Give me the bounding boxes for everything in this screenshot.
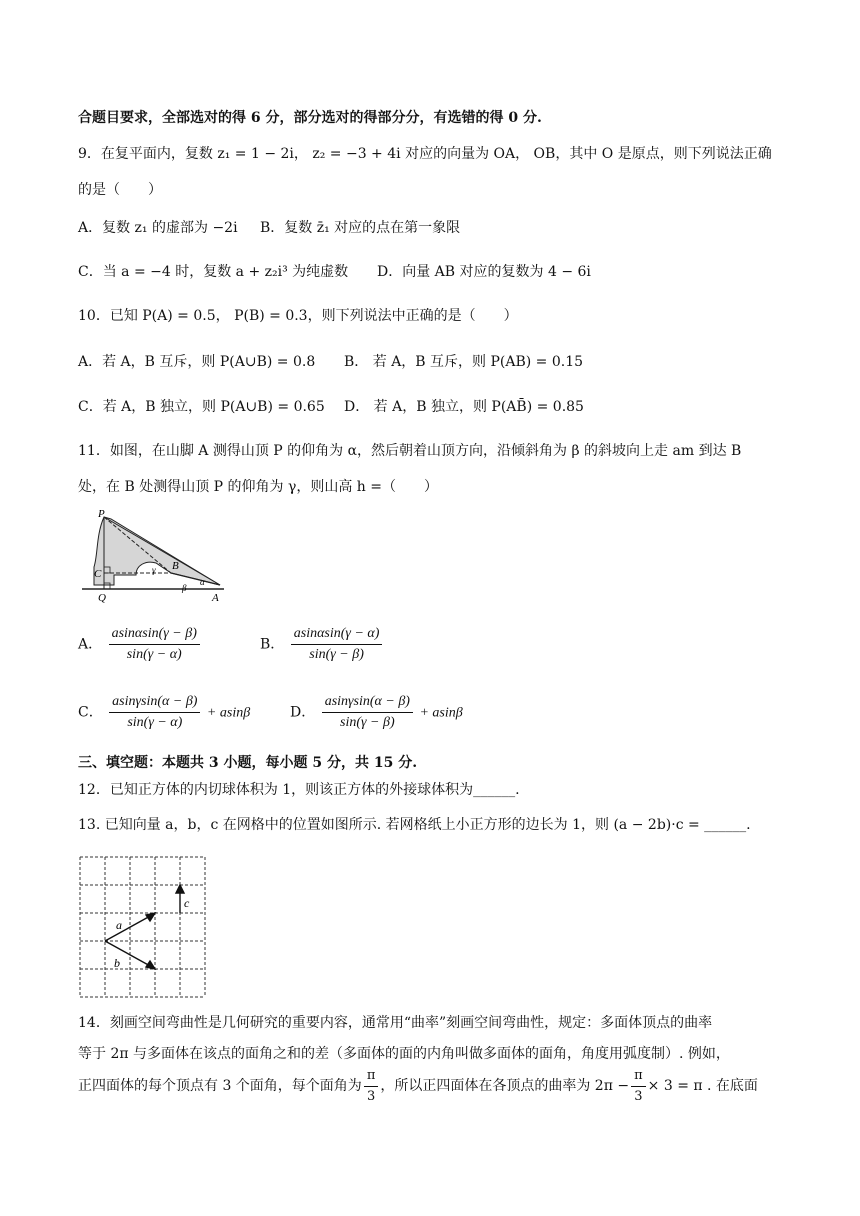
fig-label-b: B: [172, 560, 179, 572]
q11-stem-line2: 处，在 B 处测得山顶 P 的仰角为 γ，则山高 h =（ ）: [78, 479, 438, 495]
q11-option-b-num: asinαsin(γ − α): [291, 624, 383, 645]
q11-option-b-den: sin(γ − β): [309, 647, 364, 662]
q11-option-b-label: B．: [260, 636, 285, 653]
fig-label-gamma: γ: [152, 565, 156, 575]
q14-line3-part1: 正四面体的每个顶点有 3 个面角，每个面角为: [78, 1078, 362, 1094]
q14-fraction-1-num: π: [364, 1066, 379, 1087]
q14-fraction-1-den: 3: [366, 1088, 376, 1104]
q14-stem-line1: 14．刻画空间弯曲性是几何研究的重要内容，通常用“曲率”刻画空间弯曲性，规定：多面体顶点的曲率: [78, 1015, 713, 1031]
q14-line3-part2: ，所以正四面体在各顶点的曲率为 2π −: [380, 1078, 630, 1094]
q10-option-b: B． 若 A，B 互斥，则 P(AB) = 0.15: [344, 354, 584, 370]
q9-option-b: B．复数 z̄₁ 对应的点在第一象限: [260, 220, 461, 236]
q11-option-d: [290, 692, 463, 733]
q11-option-a: [78, 624, 202, 665]
q11-option-c-num: asinγsin(α − β): [109, 692, 200, 713]
section-note: 合题目要求，全部选对的得 6 分，部分选对的得部分分，有选错的得 0 分.: [78, 110, 542, 126]
q11-option-a-label: A．: [78, 636, 103, 653]
fig-label-p: P: [98, 508, 105, 520]
q11-option-a-den: sin(γ − α): [126, 647, 182, 662]
q14-fraction-1: [364, 1066, 379, 1107]
fig-label-beta: β: [182, 583, 187, 593]
fig-label-alpha: α: [200, 577, 205, 587]
q11-option-b-fraction: [291, 624, 383, 665]
q14-stem-line2: 等于 2π 与多面体在该点的面角之和的差（多面体的面的内角叫做多面体的面角，角度用弧度制）. 例如，: [78, 1046, 730, 1062]
q11-option-d-num: asinγsin(α − β): [322, 692, 413, 713]
q10-option-a: A．若 A，B 互斥，则 P(A∪B) = 0.8: [78, 354, 316, 370]
vector-a-label: a: [116, 918, 122, 932]
vector-b-label: b: [114, 956, 120, 970]
q14-fraction-2: [631, 1066, 646, 1107]
q9-option-c: C．当 a = −4 时，复数 a + z₂i³ 为纯虚数: [78, 264, 349, 280]
q11-option-c: [78, 692, 250, 733]
vector-c-label: c: [184, 896, 190, 910]
q11-option-d-fraction: [322, 692, 413, 733]
q14-stem-line3: [78, 1064, 758, 1108]
q12-stem: 12．已知正方体的内切球体积为 1，则该正方体的外接球体积为______.: [78, 782, 520, 798]
q9-stem-line2: 的是（ ）: [78, 182, 162, 198]
mountain-figure: [76, 505, 228, 605]
q9-stem-line1: 9．在复平面内，复数 z₁ = 1 − 2i， z₂ = −3 + 4i 对应的向量为 OA， OB，其中 O 是原点，则下列说法正确: [78, 146, 772, 162]
q10-option-c: C．若 A，B 独立，则 P(A∪B) = 0.65: [78, 399, 325, 415]
q9-option-a: A．复数 z₁ 的虚部为 −2i: [78, 220, 238, 236]
q11-option-a-fraction: [109, 624, 200, 665]
q13-stem: 13. 已知向量 a，b，c 在网格中的位置如图所示. 若网格纸上小正方形的边长为 1，则 (a − 2b)·c = ______.: [78, 817, 751, 833]
fig-label-q: Q: [98, 592, 106, 604]
q11-option-b: [260, 624, 384, 665]
q10-option-d: D． 若 A，B 独立，则 P(AB̄) = 0.85: [344, 399, 584, 415]
section-3-heading: 三、填空题：本题共 3 小题，每小题 5 分，共 15 分.: [78, 755, 418, 771]
q11-option-c-den: sin(γ − α): [127, 715, 183, 730]
vector-grid-figure: [78, 855, 208, 1000]
q11-option-c-label: C．: [78, 704, 103, 721]
q11-option-c-tail: + asinβ: [206, 705, 251, 721]
q11-option-d-tail: + asinβ: [419, 705, 463, 721]
q11-option-a-num: asinαsin(γ − β): [109, 624, 200, 645]
q11-option-d-den: sin(γ − β): [340, 715, 395, 730]
q11-stem-line1: 11．如图，在山脚 A 测得山顶 P 的仰角为 α，然后朝着山顶方向，沿倾斜角为 β 的斜坡向上走 am 到达 B: [78, 443, 742, 459]
q14-line3-part3: × 3 = π . 在底面: [647, 1078, 758, 1094]
q10-stem: 10．已知 P(A) = 0.5， P(B) = 0.3，则下列说法中正确的是（ ）: [78, 308, 518, 324]
fig-label-a: A: [212, 592, 219, 604]
q9-option-d: D．向量 AB 对应的复数为 4 − 6i: [377, 264, 591, 280]
q14-fraction-2-den: 3: [634, 1088, 643, 1104]
q14-fraction-2-num: π: [631, 1066, 646, 1087]
q11-option-c-fraction: [109, 692, 200, 733]
q11-option-d-label: D．: [290, 704, 316, 721]
fig-label-c: C: [94, 568, 102, 580]
